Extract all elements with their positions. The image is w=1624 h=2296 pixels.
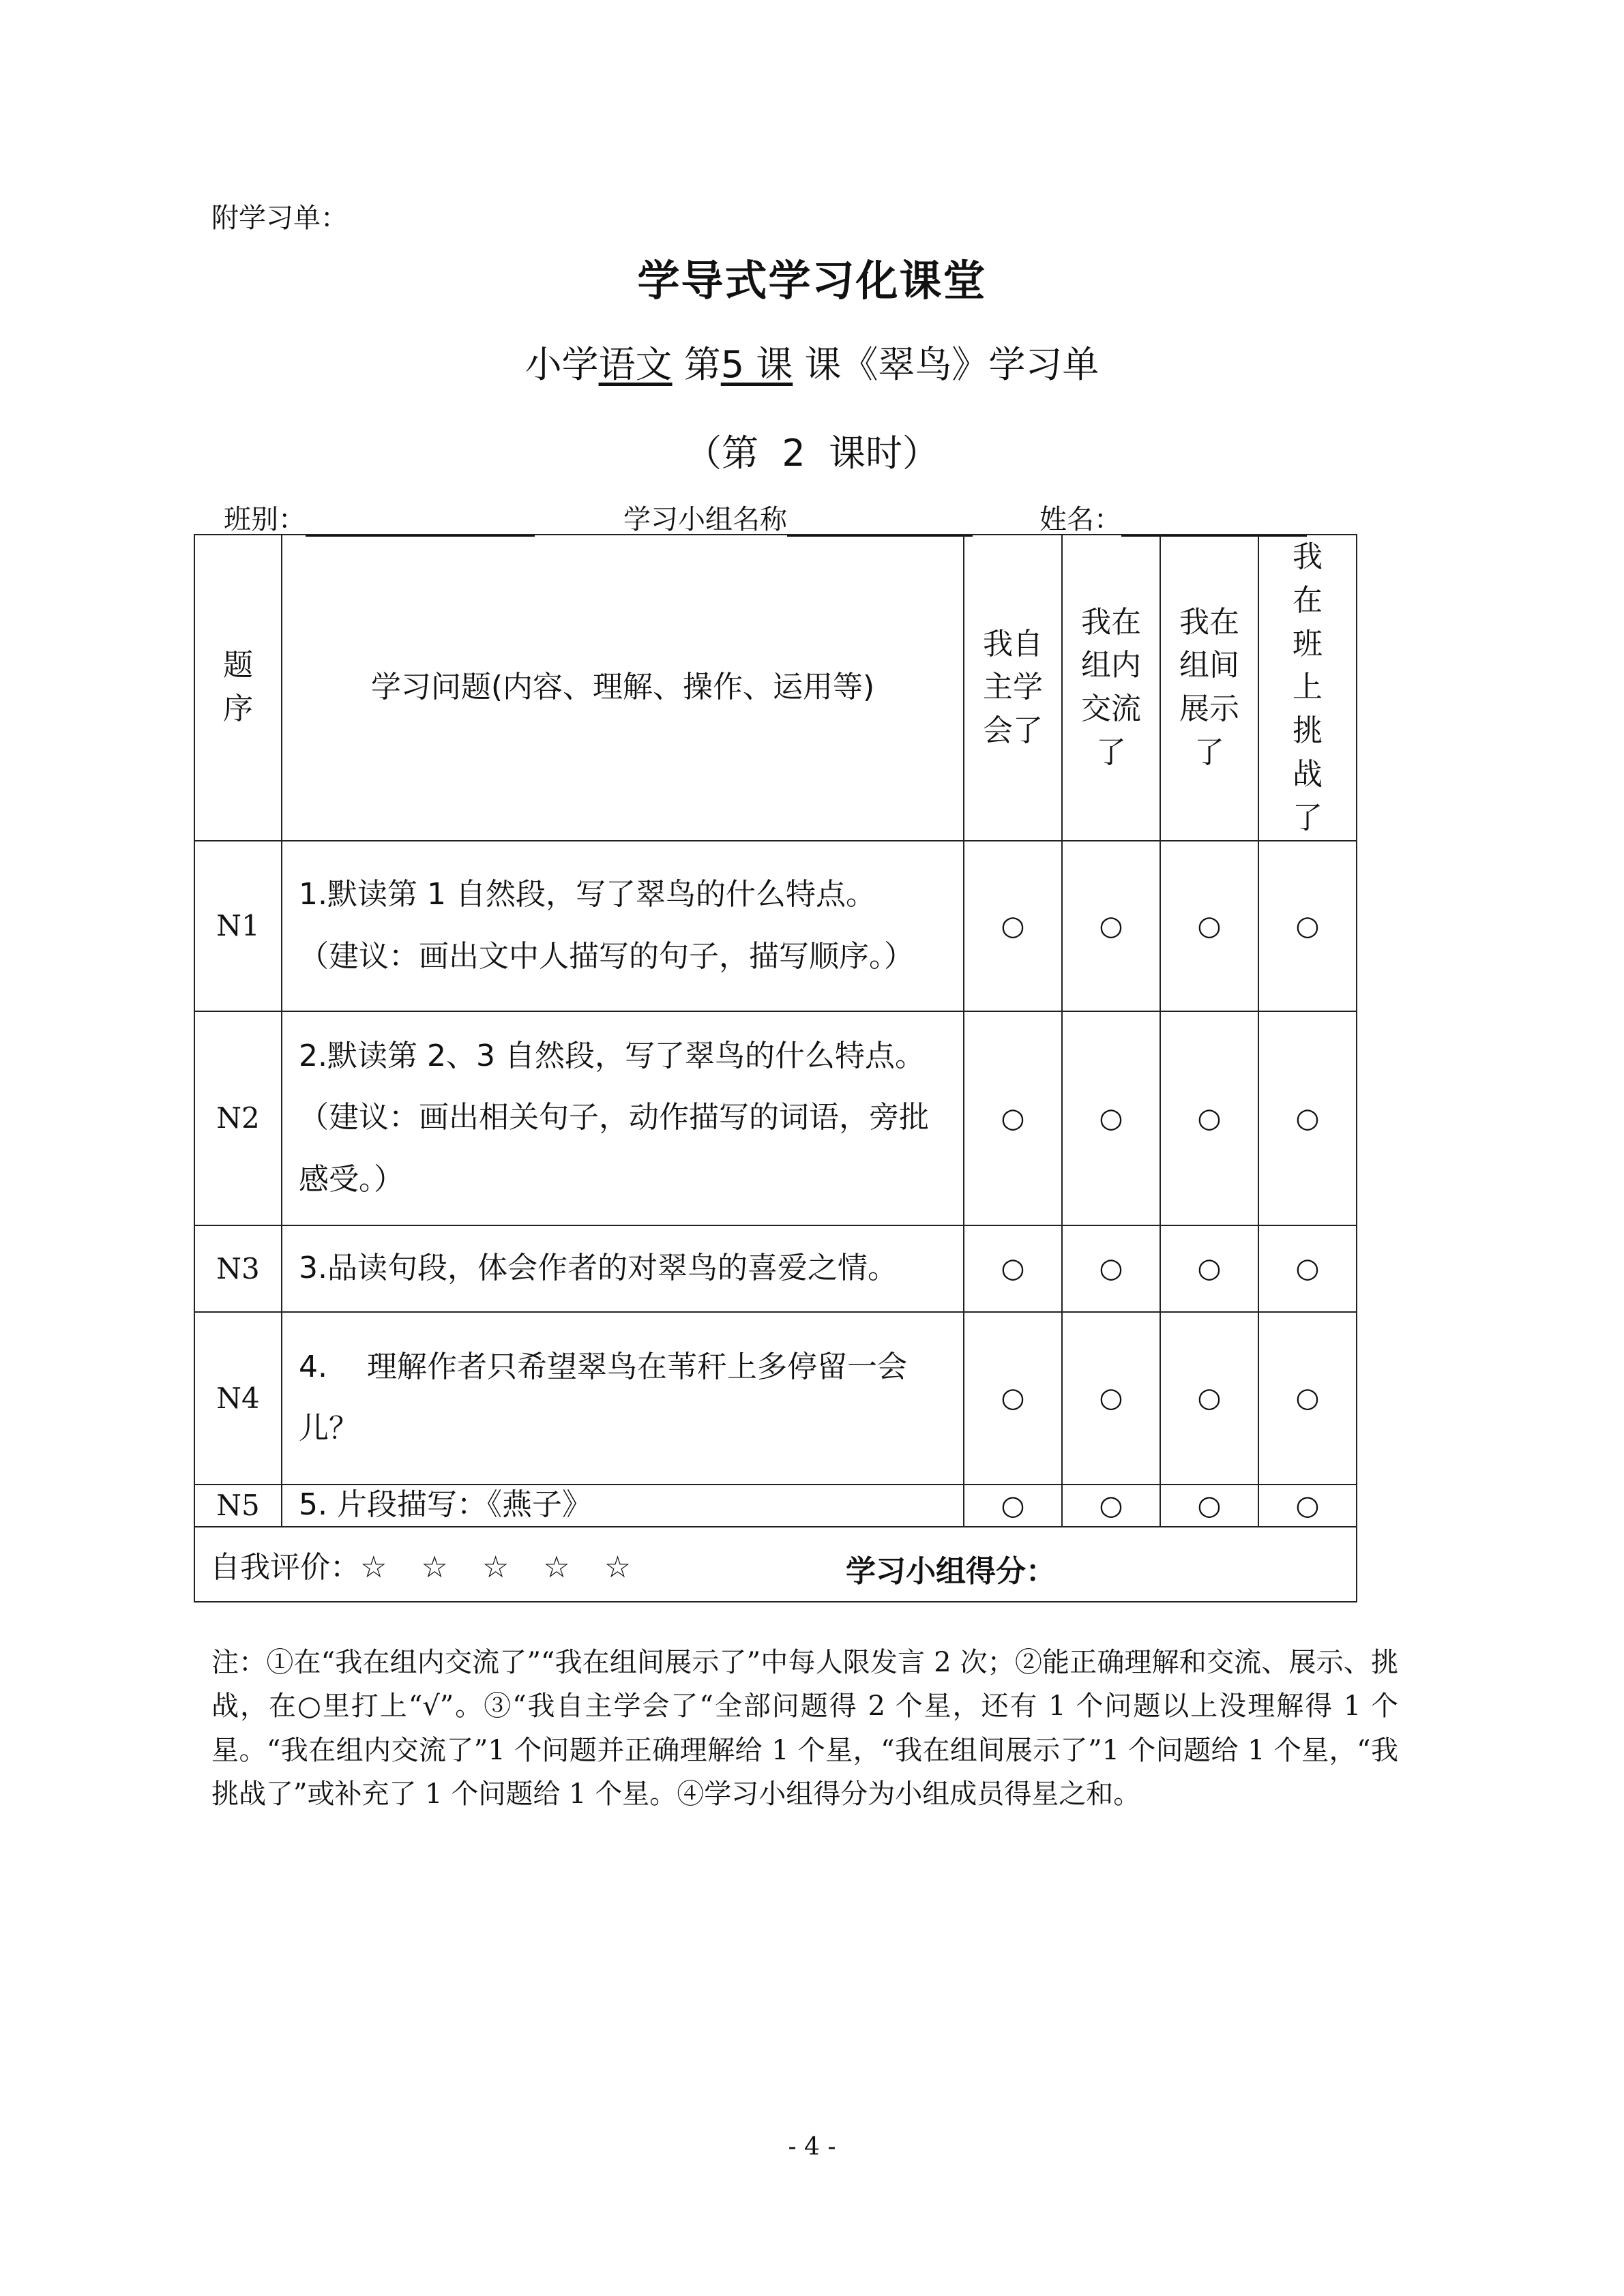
- group-score-label: 学习小组得分：: [846, 1554, 1056, 1589]
- self-check-circle[interactable]: ○: [964, 1225, 1062, 1312]
- in-group-check-circle[interactable]: ○: [1062, 1312, 1160, 1485]
- header-row: [194, 535, 1357, 841]
- class-challenge-check-circle[interactable]: ○: [1258, 841, 1357, 1011]
- table-row: [194, 841, 1357, 1011]
- class-challenge-check-circle[interactable]: ○: [1258, 1225, 1357, 1312]
- in-group-check-circle[interactable]: ○: [1062, 1485, 1160, 1527]
- header-class-challenge: 我在班上挑战了: [1258, 535, 1357, 841]
- group-label: 学习小组名称: [623, 504, 787, 535]
- name-label: 姓名：: [1039, 504, 1121, 535]
- self-check-circle[interactable]: ○: [964, 841, 1062, 1011]
- in-group-check-circle[interactable]: ○: [1062, 841, 1160, 1011]
- table-row: [194, 1312, 1357, 1485]
- row-question: [282, 1011, 964, 1225]
- subtitle-suffix: 课《翠鸟》学习单: [804, 343, 1099, 386]
- between-group-check-circle[interactable]: ○: [1160, 1011, 1258, 1225]
- class-challenge-check-circle[interactable]: ○: [1258, 1312, 1357, 1485]
- row-question: [282, 1312, 964, 1485]
- between-group-check-circle[interactable]: ○: [1160, 1485, 1258, 1527]
- name-blank[interactable]: [1121, 505, 1307, 537]
- between-group-check-circle[interactable]: ○: [1160, 1225, 1258, 1312]
- self-eval-label: 自我评价：: [210, 1549, 360, 1585]
- row-seq: N1: [194, 841, 282, 1011]
- header-in-group: 我在组内交流了: [1062, 535, 1160, 841]
- class-field: [224, 498, 535, 537]
- study-table: [194, 534, 1357, 1602]
- self-check-circle[interactable]: ○: [964, 1485, 1062, 1527]
- question-line: 儿？: [299, 1411, 359, 1446]
- class-label: 班别：: [224, 504, 306, 535]
- question-line: 1.默读第 1 自然段，写了翠鸟的什么特点。: [299, 877, 876, 912]
- lesson-number: 5 课: [720, 343, 793, 386]
- row-seq: N2: [194, 1011, 282, 1225]
- self-check-circle[interactable]: ○: [964, 1312, 1062, 1485]
- class-challenge-check-circle[interactable]: ○: [1258, 1011, 1357, 1225]
- lesson-word: 第: [683, 343, 721, 386]
- question-line: 2.默读第 2、3 自然段，写了翠鸟的什么特点。: [299, 1039, 925, 1074]
- question-line: （建议：画出文中人描写的句子，描写顺序。）: [299, 938, 914, 974]
- table-row: [194, 1485, 1357, 1527]
- question-line: 5. 片段描写：《燕子》: [299, 1487, 592, 1523]
- row-seq: N3: [194, 1225, 282, 1312]
- row-question: [282, 1225, 964, 1312]
- attachment-label: 附学习单：: [211, 203, 348, 234]
- header-between-group: 我在组间展示了: [1160, 535, 1258, 841]
- subject-name: 语文: [598, 343, 673, 386]
- between-group-check-circle[interactable]: ○: [1160, 1312, 1258, 1485]
- class-blank[interactable]: [306, 505, 535, 537]
- table-row: [194, 1225, 1357, 1312]
- row-seq: N5: [194, 1485, 282, 1527]
- header-question: 学习问题(内容、理解、操作、运用等): [282, 535, 964, 841]
- page-number: - 4 -: [788, 2133, 836, 2161]
- in-group-check-circle[interactable]: ○: [1062, 1225, 1160, 1312]
- header-seq: 题序: [194, 535, 282, 841]
- in-group-check-circle[interactable]: ○: [1062, 1011, 1160, 1225]
- session-label: （第 2 课时）: [684, 432, 940, 475]
- group-blank[interactable]: [787, 505, 973, 537]
- self-check-circle[interactable]: ○: [964, 1011, 1062, 1225]
- group-field: [623, 498, 973, 537]
- row-question: [282, 841, 964, 1011]
- question-line: 3.品读句段，体会作者的对翠鸟的喜爱之情。: [299, 1250, 898, 1285]
- evaluation-cell: [194, 1527, 1357, 1602]
- notes-paragraph: 注：①在“我在组内交流了”“我在组间展示了”中每人限发言 2 次；②能正确理解和交流、展示、挑战，在○里打上“√”。③“我自主学会了“全部问题得 2 个星，还有 1 个问题以上没理解得 1 个星。“我在组内交流了”1 个问题并正确理解给 1 个星，“我在组间展示了”1 个问题给 1 个星，“我挑战了”或补充了 1 个问题给 1 个星。④学习小组得分为小组成员得星之和。: [211, 1647, 1398, 1810]
- row-question: [282, 1485, 964, 1527]
- row-seq: N4: [194, 1312, 282, 1485]
- class-challenge-check-circle[interactable]: ○: [1258, 1485, 1357, 1527]
- question-line: 感受。）: [299, 1161, 404, 1197]
- name-field: [1039, 498, 1307, 537]
- table-row: [194, 1011, 1357, 1225]
- page-title: 学导式学习化课堂: [637, 256, 987, 305]
- question-line: 4. 理解作者只希望翠鸟在苇秆上多停留一会: [299, 1349, 907, 1384]
- subtitle-prefix: 小学: [525, 343, 599, 386]
- between-group-check-circle[interactable]: ○: [1160, 841, 1258, 1011]
- question-line: （建议：画出相关句子，动作描写的词语，旁批: [299, 1100, 929, 1135]
- evaluation-row: [194, 1527, 1357, 1602]
- lesson-subtitle: [0, 336, 1624, 388]
- header-self: 我自主学会了: [964, 535, 1062, 841]
- rating-stars[interactable]: ☆ ☆ ☆ ☆ ☆: [360, 1549, 644, 1585]
